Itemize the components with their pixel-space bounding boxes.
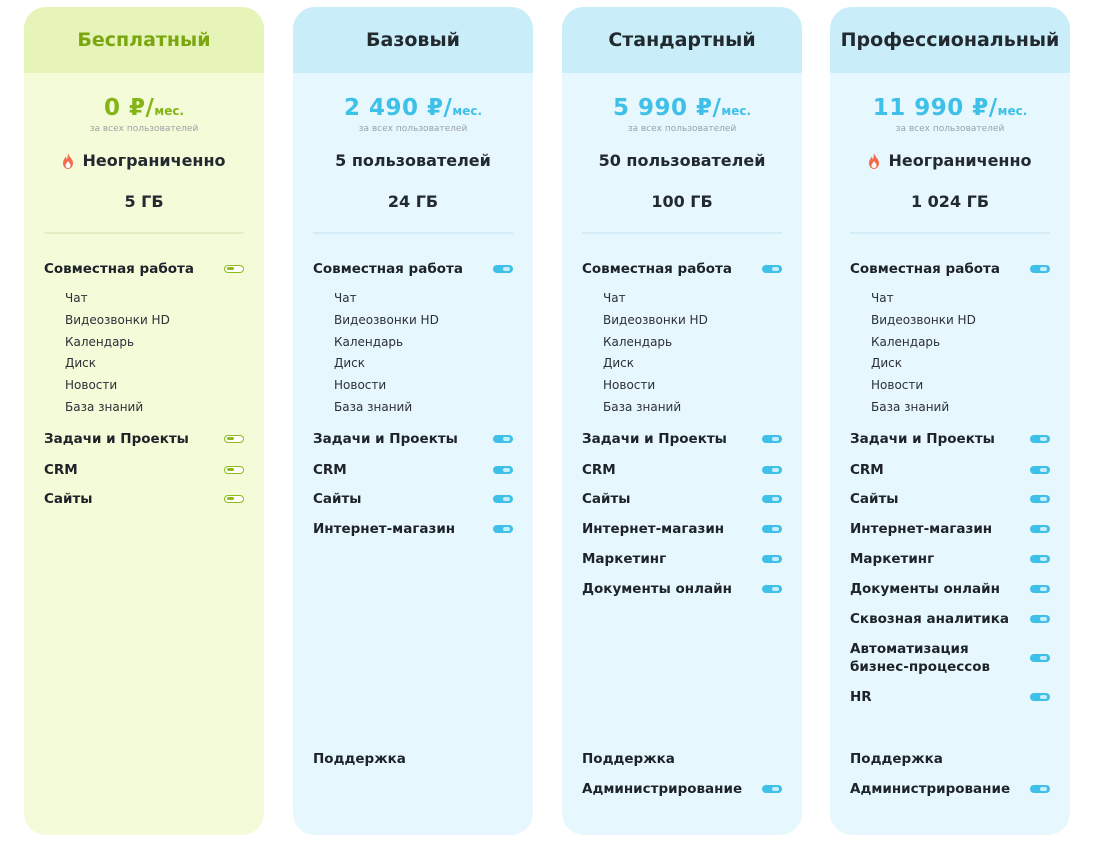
plan-price [293, 95, 533, 121]
toggle-icon[interactable] [1030, 466, 1050, 474]
price-unit: мес. [997, 104, 1028, 118]
feature-marketing[interactable] [850, 550, 1050, 568]
feature-label: Сайты [850, 491, 899, 507]
plan-card-free [24, 7, 264, 835]
toggle-icon[interactable] [493, 265, 513, 273]
sub-feature-calendar: Календарь [603, 335, 673, 349]
feature-label: Сквозная аналитика [850, 611, 1009, 627]
feature-sites[interactable] [850, 490, 1050, 508]
feature-label: Маркетинг [850, 551, 935, 567]
feature-collab[interactable] [850, 260, 1050, 278]
sub-feature-news: Новости [65, 378, 118, 392]
feature-crm[interactable] [313, 461, 513, 479]
feature-shop[interactable] [582, 520, 782, 538]
feature-label: Документы онлайн [582, 581, 732, 597]
toggle-icon[interactable] [1030, 654, 1050, 662]
feature-collab[interactable] [44, 260, 244, 278]
feature-crm[interactable] [582, 461, 782, 479]
users-count [293, 151, 533, 170]
feature-support [850, 750, 1050, 768]
plan-title: Бесплатный [24, 7, 264, 73]
storage-size: 5 ГБ [124, 192, 164, 211]
feature-tasks[interactable] [44, 430, 244, 448]
price-note: за всех пользователей [358, 124, 468, 134]
feature-analytics[interactable] [850, 610, 1050, 628]
feature-support [582, 750, 782, 768]
fire-icon [868, 153, 880, 169]
price-note: за всех пользователей [89, 124, 199, 134]
price-unit: мес. [154, 104, 185, 118]
plan-card-pro [830, 7, 1070, 835]
price-unit: мес. [452, 104, 483, 118]
sub-feature-disk: Диск [334, 356, 366, 370]
feature-docs[interactable] [850, 580, 1050, 598]
users-count [24, 151, 264, 170]
feature-label: Сайты [313, 491, 362, 507]
feature-sites[interactable] [582, 490, 782, 508]
toggle-icon[interactable] [1030, 525, 1050, 533]
toggle-icon[interactable] [1030, 785, 1050, 793]
sub-feature-kb: База знаний [65, 400, 144, 414]
toggle-icon[interactable] [1030, 495, 1050, 503]
price-unit: мес. [721, 104, 752, 118]
toggle-icon[interactable] [762, 265, 782, 273]
sub-feature-disk: Диск [871, 356, 903, 370]
feature-label: Интернет-магазин [850, 521, 993, 537]
feature-sites[interactable] [313, 490, 513, 508]
sub-feature-chat: Чат [871, 291, 894, 305]
feature-crm[interactable] [850, 461, 1050, 479]
users-label: 50 пользователей [598, 151, 766, 170]
sub-feature-disk: Диск [65, 356, 97, 370]
feature-label: Поддержка [582, 751, 675, 767]
plan-title: Базовый [293, 7, 533, 73]
feature-sites[interactable] [44, 490, 244, 508]
feature-automation[interactable] [850, 640, 1050, 676]
users-count [562, 151, 802, 170]
feature-label: Задачи и Проекты [44, 431, 189, 447]
feature-label: Администрирование [582, 781, 743, 797]
feature-label: Задачи и Проекты [850, 431, 995, 447]
toggle-icon[interactable] [493, 466, 513, 474]
feature-label: Интернет-магазин [313, 521, 456, 537]
fire-icon [62, 153, 74, 169]
feature-docs[interactable] [582, 580, 782, 598]
divider [313, 232, 513, 234]
toggle-icon[interactable] [224, 435, 244, 443]
sub-feature-news: Новости [603, 378, 656, 392]
feature-label: CRM [44, 462, 78, 478]
feature-label: Сайты [582, 491, 631, 507]
toggle-icon[interactable] [224, 495, 244, 503]
price-note: за всех пользователей [627, 124, 737, 134]
price-note: за всех пользователей [895, 124, 1005, 134]
divider [44, 232, 244, 234]
storage-size: 24 ГБ [387, 192, 439, 211]
price-amount: 5 990 ₽/ [612, 95, 722, 121]
users-label: 5 пользователей [335, 151, 491, 170]
feature-label: Маркетинг [582, 551, 667, 567]
toggle-icon[interactable] [1030, 585, 1050, 593]
sub-feature-disk: Диск [603, 356, 635, 370]
toggle-icon[interactable] [762, 466, 782, 474]
toggle-icon[interactable] [493, 435, 513, 443]
plan-card-basic [293, 7, 533, 835]
toggle-icon[interactable] [1030, 555, 1050, 563]
feature-admin[interactable] [850, 780, 1050, 798]
feature-label: Администрирование [850, 781, 1011, 797]
sub-feature-calendar: Календарь [334, 335, 404, 349]
toggle-icon[interactable] [224, 466, 244, 474]
feature-label: Сайты [44, 491, 93, 507]
sub-feature-kb: База знаний [871, 400, 950, 414]
feature-marketing[interactable] [582, 550, 782, 568]
feature-crm[interactable] [44, 461, 244, 479]
plan-price [830, 95, 1070, 121]
toggle-icon[interactable] [493, 525, 513, 533]
feature-label: Совместная работа [44, 261, 194, 277]
feature-label: Задачи и Проекты [313, 431, 458, 447]
toggle-icon[interactable] [762, 435, 782, 443]
plan-title: Стандартный [562, 7, 802, 73]
toggle-icon[interactable] [1030, 265, 1050, 273]
plan-title: Профессиональный [830, 7, 1070, 73]
price-amount: 0 ₽/ [103, 95, 155, 121]
feature-shop[interactable] [313, 520, 513, 538]
feature-collab[interactable] [313, 260, 513, 278]
plan-price [562, 95, 802, 121]
toggle-icon[interactable] [762, 495, 782, 503]
feature-label: Задачи и Проекты [582, 431, 727, 447]
toggle-icon[interactable] [224, 265, 244, 273]
feature-admin[interactable] [582, 780, 782, 798]
users-label: Неограниченно [82, 151, 226, 170]
feature-tasks[interactable] [850, 430, 1050, 448]
feature-label: CRM [850, 462, 884, 478]
plan-card-standard [562, 7, 802, 835]
sub-feature-chat: Чат [334, 291, 357, 305]
feature-label: CRM [582, 462, 616, 478]
sub-feature-calendar: Календарь [871, 335, 941, 349]
feature-shop[interactable] [850, 520, 1050, 538]
toggle-icon[interactable] [762, 555, 782, 563]
toggle-icon[interactable] [762, 785, 782, 793]
users-count [830, 151, 1070, 170]
price-amount: 11 990 ₽/ [872, 95, 998, 121]
users-label: Неограниченно [888, 151, 1032, 170]
feature-label: Поддержка [850, 751, 943, 767]
toggle-icon[interactable] [762, 585, 782, 593]
price-amount: 2 490 ₽/ [343, 95, 453, 121]
feature-label: Поддержка [313, 751, 406, 767]
feature-tasks[interactable] [313, 430, 513, 448]
toggle-icon[interactable] [1030, 693, 1050, 701]
sub-feature-video: Видеозвонки HD [65, 313, 170, 327]
sub-feature-calendar: Календарь [65, 335, 135, 349]
feature-label: HR [850, 689, 872, 705]
storage-size: 1 024 ГБ [910, 192, 990, 211]
sub-feature-chat: Чат [65, 291, 88, 305]
sub-feature-video: Видеозвонки HD [603, 313, 708, 327]
feature-label: Совместная работа [313, 261, 463, 277]
feature-tasks[interactable] [582, 430, 782, 448]
feature-collab[interactable] [582, 260, 782, 278]
toggle-icon[interactable] [493, 495, 513, 503]
feature-label: Автоматизация бизнес-процессов [850, 641, 991, 675]
toggle-icon[interactable] [1030, 615, 1050, 623]
feature-label: CRM [313, 462, 347, 478]
plan-price [24, 95, 264, 121]
sub-feature-chat: Чат [603, 291, 626, 305]
sub-feature-video: Видеозвонки HD [871, 313, 976, 327]
sub-feature-video: Видеозвонки HD [334, 313, 439, 327]
toggle-icon[interactable] [1030, 435, 1050, 443]
feature-label: Совместная работа [582, 261, 732, 277]
feature-label: Документы онлайн [850, 581, 1000, 597]
divider [582, 232, 782, 234]
feature-hr[interactable] [850, 688, 1050, 706]
feature-support [313, 750, 513, 768]
sub-feature-news: Новости [871, 378, 924, 392]
toggle-icon[interactable] [762, 525, 782, 533]
sub-feature-kb: База знаний [334, 400, 413, 414]
storage-size: 100 ГБ [651, 192, 713, 211]
feature-label: Совместная работа [850, 261, 1000, 277]
feature-label: Интернет-магазин [582, 521, 725, 537]
divider [850, 232, 1050, 234]
sub-feature-kb: База знаний [603, 400, 682, 414]
sub-feature-news: Новости [334, 378, 387, 392]
